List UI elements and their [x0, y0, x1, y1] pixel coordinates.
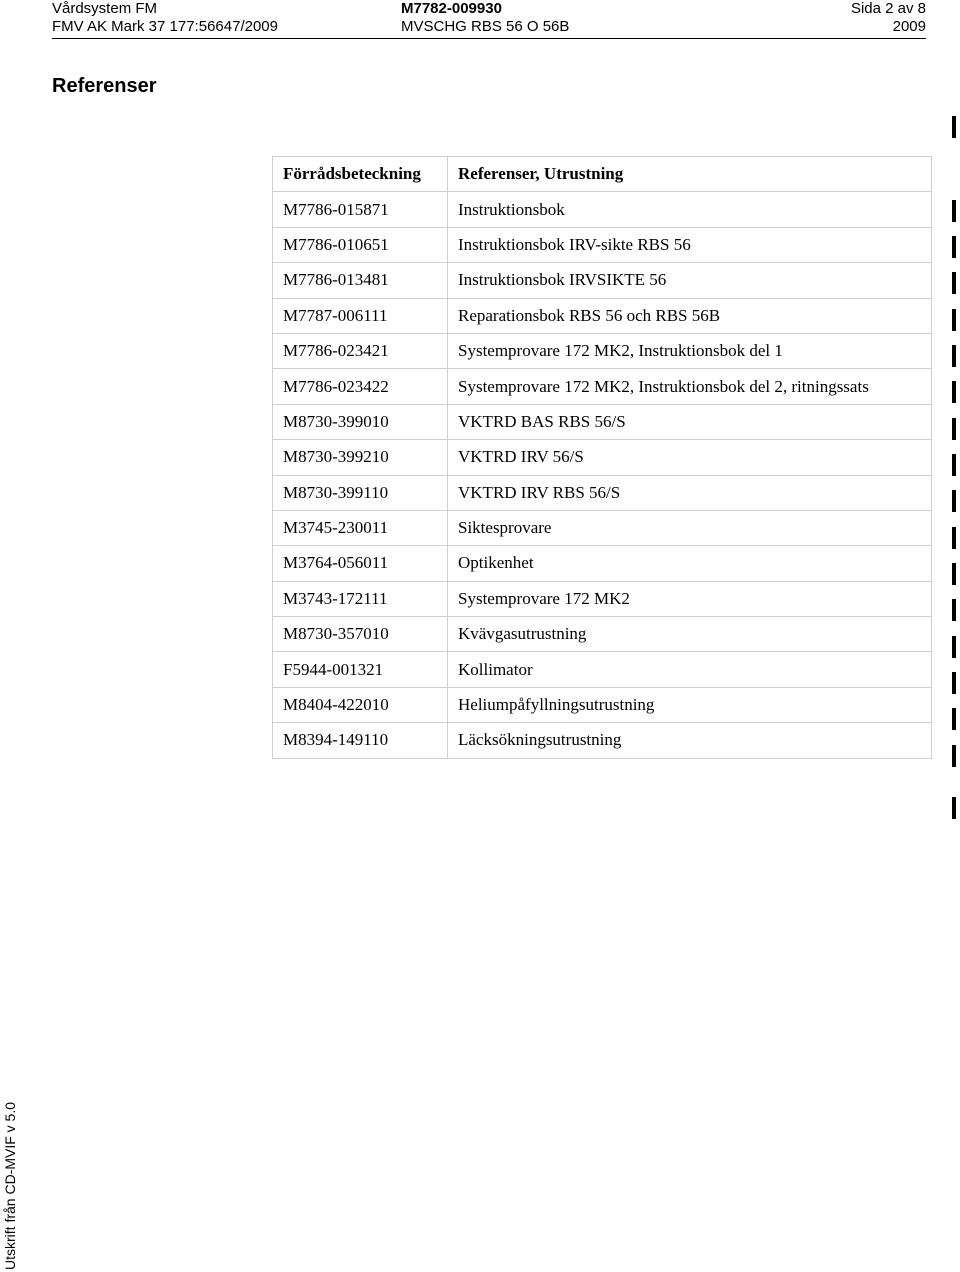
revision-change-bar [952, 418, 956, 440]
part-number-cell: M7786-010651 [273, 227, 448, 262]
reference-cell: Kollimator [448, 652, 932, 687]
table-row [273, 440, 932, 475]
table-row [273, 581, 932, 616]
column-header-part-number: Förrådsbeteckning [273, 157, 448, 192]
revision-change-bar [952, 708, 956, 730]
side-print-note: Utskrift från CD-MVIF v 5.0 [2, 1101, 18, 1270]
table-row [273, 617, 932, 652]
header-system-name: Vårdsystem FM [52, 0, 158, 17]
page-header [52, 0, 926, 39]
header-document-id: M7782-009930 [401, 0, 502, 17]
part-number-cell: M7786-015871 [273, 192, 448, 227]
reference-cell: Läcksökningsutrustning [448, 723, 932, 758]
change-bars [952, 0, 958, 820]
table-row [273, 510, 932, 545]
column-header-reference: Referenser, Utrustning [448, 157, 932, 192]
part-number-cell: F5944-001321 [273, 652, 448, 687]
revision-change-bar [952, 745, 956, 767]
table-row [273, 723, 932, 758]
table-row [273, 404, 932, 439]
revision-change-bar [952, 563, 956, 585]
revision-change-bar [952, 672, 956, 694]
part-number-cell: M8394-149110 [273, 723, 448, 758]
part-number-cell: M3764-056011 [273, 546, 448, 581]
header-reference-number: FMV AK Mark 37 177:56647/2009 [52, 18, 278, 35]
reference-cell: Reparationsbok RBS 56 och RBS 56B [448, 298, 932, 333]
reference-cell: VKTRD IRV RBS 56/S [448, 475, 932, 510]
revision-change-bar [952, 236, 956, 258]
revision-change-bar [952, 116, 956, 138]
part-number-cell: M7787-006111 [273, 298, 448, 333]
reference-cell: Siktesprovare [448, 510, 932, 545]
table-row [273, 687, 932, 722]
references-table [272, 156, 932, 759]
reference-cell: Kvävgasutrustning [448, 617, 932, 652]
revision-change-bar [952, 272, 956, 294]
part-number-cell: M8730-357010 [273, 617, 448, 652]
reference-cell: Instruktionsbok [448, 192, 932, 227]
part-number-cell: M8730-399010 [273, 404, 448, 439]
part-number-cell: M3743-172111 [273, 581, 448, 616]
revision-change-bar [952, 454, 956, 476]
reference-cell: Systemprovare 172 MK2, Instruktionsbok del 1 [448, 333, 932, 368]
revision-change-bar [952, 599, 956, 621]
table-row [273, 263, 932, 298]
table-row [273, 227, 932, 262]
revision-change-bar [952, 797, 956, 819]
header-year: 2009 [892, 18, 926, 35]
header-center [401, 0, 569, 36]
reference-cell: Heliumpåfyllningsutrustning [448, 687, 932, 722]
table-row [273, 369, 932, 404]
revision-change-bar [952, 381, 956, 403]
table-row [273, 546, 932, 581]
reference-cell: Systemprovare 172 MK2, Instruktionsbok del 2, ritningssats [448, 369, 932, 404]
table-row [273, 652, 932, 687]
reference-cell: Instruktionsbok IRV-sikte RBS 56 [448, 227, 932, 262]
table-row [273, 333, 932, 368]
table-body [273, 192, 932, 758]
table-row [273, 192, 932, 227]
part-number-cell: M7786-023421 [273, 333, 448, 368]
header-left [52, 0, 278, 36]
part-number-cell: M7786-023422 [273, 369, 448, 404]
header-page-number: Sida 2 av 8 [850, 0, 926, 17]
reference-cell: Instruktionsbok IRVSIKTE 56 [448, 263, 932, 298]
table-header-row [273, 157, 932, 192]
revision-change-bar [952, 636, 956, 658]
revision-change-bar [952, 345, 956, 367]
revision-change-bar [952, 490, 956, 512]
revision-change-bar [952, 527, 956, 549]
reference-cell: VKTRD IRV 56/S [448, 440, 932, 475]
part-number-cell: M8730-399210 [273, 440, 448, 475]
reference-cell: Systemprovare 172 MK2 [448, 581, 932, 616]
header-right [851, 0, 926, 36]
header-document-title: MVSCHG RBS 56 O 56B [401, 18, 570, 35]
part-number-cell: M7786-013481 [273, 263, 448, 298]
part-number-cell: M8404-422010 [273, 687, 448, 722]
reference-cell: VKTRD BAS RBS 56/S [448, 404, 932, 439]
section-title: Referenser [52, 75, 157, 97]
part-number-cell: M8730-399110 [273, 475, 448, 510]
reference-cell: Optikenhet [448, 546, 932, 581]
revision-change-bar [952, 309, 956, 331]
table-row [273, 475, 932, 510]
revision-change-bar [952, 200, 956, 222]
table-row [273, 298, 932, 333]
part-number-cell: M3745-230011 [273, 510, 448, 545]
